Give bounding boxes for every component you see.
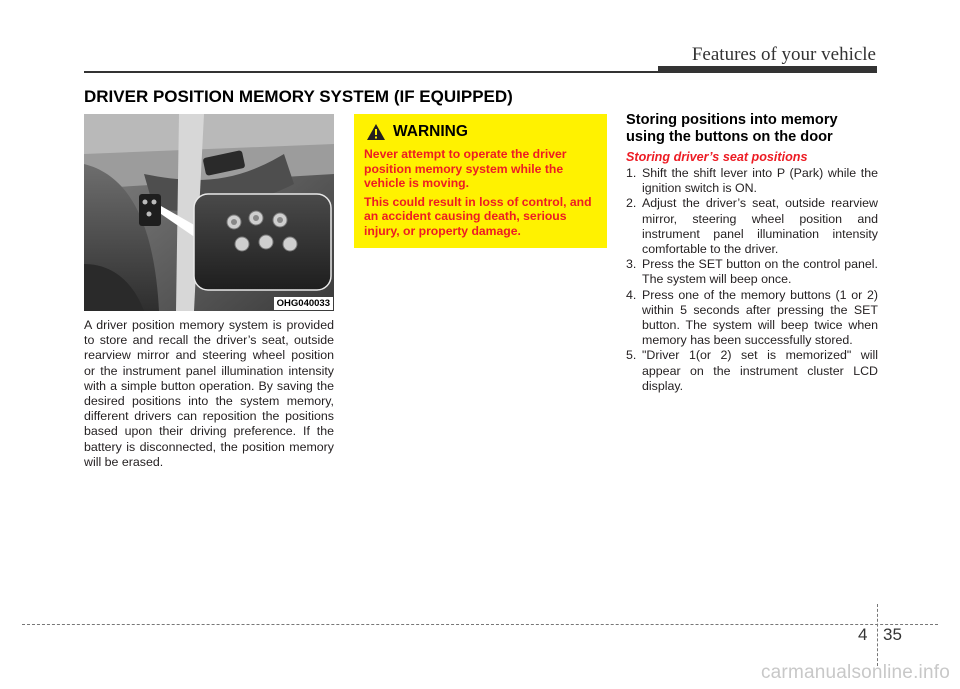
storing-subheading: Storing driver’s seat positions — [626, 150, 808, 164]
step-text: Press the SET button on the control panel. The system will beep once. — [642, 257, 878, 287]
warning-label: WARNING — [393, 123, 468, 140]
chapter-number: 4 — [858, 625, 868, 644]
door-memory-buttons-figure — [84, 114, 334, 311]
figure-code: OHG040033 — [274, 297, 333, 310]
header-title: Features of your vehicle — [691, 44, 876, 65]
storing-steps-list — [626, 166, 878, 394]
footer-rule — [22, 624, 938, 625]
footer-divider — [877, 604, 878, 666]
page-number: 35 — [883, 625, 902, 644]
list-item — [626, 166, 878, 196]
header-rule-accent — [658, 66, 877, 73]
section-title: DRIVER POSITION MEMORY SYSTEM (IF EQUIPPED) — [84, 87, 513, 106]
storing-heading: Storing positions into memory using the buttons on the door — [626, 112, 838, 145]
warning-paragraph: Never attempt to operate the driver position memory system while the vehicle is moving. — [364, 147, 567, 191]
warning-body — [364, 147, 599, 243]
warning-header — [366, 123, 468, 141]
watermark: carmanualsonline.info — [760, 662, 950, 683]
step-number: 5. — [626, 348, 637, 363]
step-number: 1. — [626, 166, 637, 180]
intro-paragraph: A driver position memory system is provided to store and recall the driver’s seat, outside rearview mirror and steering wheel position or the instrument panel illumination intensity with a simple button operation. By saving the desired positions into the system memory, different drivers can reposition the positions based upon their driving preference. If the battery is disconnected, the position memory will be erased. — [84, 318, 334, 469]
warning-box — [354, 114, 607, 248]
warning-triangle-icon — [366, 123, 386, 141]
step-text: Adjust the driver’s seat, outside rearview mirror, steering wheel position and instrument panel illumination intensity comfortable to the driver. — [642, 196, 878, 257]
list-item — [626, 257, 878, 287]
storing-positions-column — [626, 112, 878, 394]
door-photo-illustration — [84, 114, 334, 311]
list-item — [626, 348, 878, 394]
step-text: "Driver 1(or 2) set is memorized" will appear on the instrument cluster LCD display. — [642, 348, 878, 393]
warning-paragraph: This could result in loss of control, and an accident causing death, serious injury, or property damage. — [364, 194, 592, 238]
step-number: 3. — [626, 257, 637, 272]
step-number: 2. — [626, 196, 637, 211]
list-item — [626, 288, 878, 349]
step-number: 4. — [626, 287, 637, 302]
step-text: Press one of the memory buttons (1 or 2) within 5 seconds after pressing the SET button. The system will beep twice when memory has been successfully stored. — [642, 287, 878, 348]
step-text: Shift the shift lever into P (Park) while the ignition switch is ON. — [642, 166, 878, 196]
list-item — [626, 196, 878, 257]
